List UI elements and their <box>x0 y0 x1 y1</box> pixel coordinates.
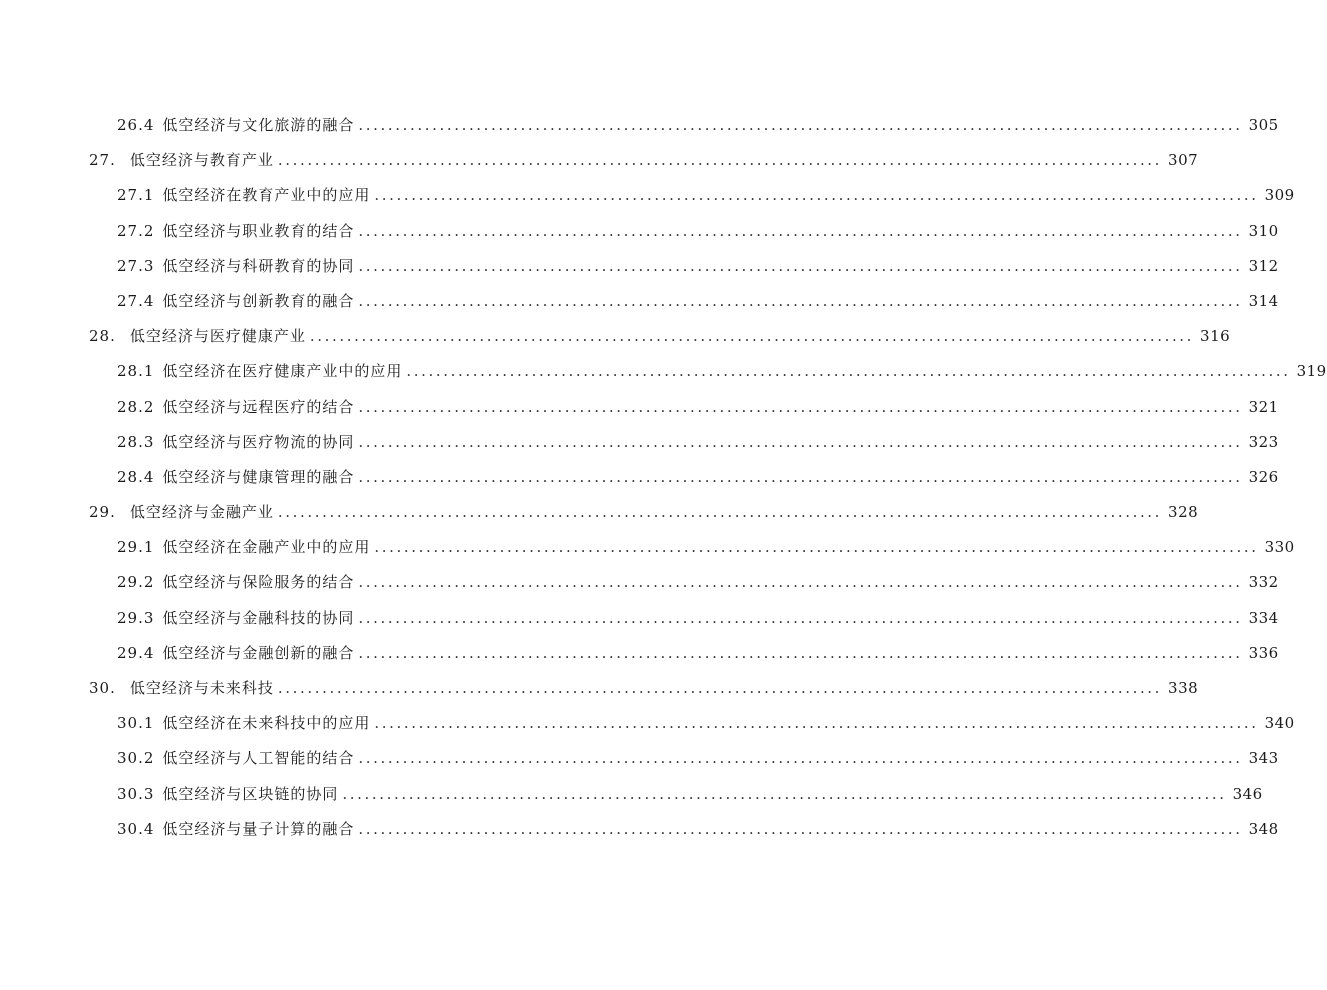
toc-dot-leader: ........................................................................................................................ <box>277 679 1163 697</box>
toc-entry-number: 28.2 <box>117 397 155 416</box>
toc-entry-content <box>117 390 1279 425</box>
toc-entry-number: 29.2 <box>117 573 155 592</box>
toc-entry-number: 27.4 <box>117 291 155 310</box>
toc-entry-number: 29. <box>89 503 116 522</box>
toc-entry-content <box>89 319 1231 354</box>
toc-entry-content <box>117 812 1279 847</box>
toc-page-number: 323 <box>1248 432 1279 451</box>
toc-entry-title: 低空经济与金融创新的融合 <box>162 643 355 662</box>
toc-page-number: 307 <box>1168 151 1199 170</box>
toc-page-number: 314 <box>1248 291 1279 310</box>
toc-entry-number: 29.1 <box>117 538 155 557</box>
toc-entry-title: 低空经济与人工智能的结合 <box>162 749 355 768</box>
toc-page-number: 330 <box>1264 538 1295 557</box>
toc-dot-leader: ........................................................................................................................ <box>277 503 1163 522</box>
toc-entry-number: 29.3 <box>117 608 155 627</box>
toc-page-number: 316 <box>1200 327 1231 346</box>
toc-entry-title: 低空经济与创新教育的融合 <box>162 291 355 310</box>
toc-entry-title: 低空经济与医疗物流的协同 <box>162 432 355 451</box>
toc-entry-content <box>117 636 1279 671</box>
toc-section-entry[interactable] <box>0 390 1279 425</box>
toc-page-number: 338 <box>1168 679 1199 697</box>
toc-dot-leader: ........................................................................................................................ <box>374 186 1259 205</box>
toc-entry-content <box>117 284 1279 319</box>
toc-entry-content <box>117 178 1295 213</box>
toc-entry-number: 30.2 <box>117 749 155 768</box>
table-of-contents <box>0 108 1327 847</box>
toc-entry-number: 29.4 <box>117 643 155 662</box>
toc-entry-content <box>117 777 1263 812</box>
toc-entry-content <box>117 108 1279 143</box>
toc-page-number: 319 <box>1296 362 1327 381</box>
toc-dot-leader: ........................................................................................................................ <box>358 749 1243 768</box>
toc-dot-leader: ........................................................................................................................ <box>358 467 1243 486</box>
toc-entry-title: 低空经济与教育产业 <box>129 151 274 170</box>
toc-entry-number: 28.4 <box>117 467 155 486</box>
toc-section-entry[interactable] <box>0 812 1279 847</box>
toc-entry-title: 低空经济在教育产业中的应用 <box>162 186 371 205</box>
toc-page-number: 310 <box>1248 221 1279 240</box>
toc-entry-content <box>117 706 1295 741</box>
toc-entry-number: 27.2 <box>117 221 155 240</box>
toc-section-entry[interactable] <box>0 354 1327 389</box>
toc-section-entry[interactable] <box>0 636 1279 671</box>
toc-dot-leader: ........................................................................................................................ <box>358 432 1243 451</box>
toc-section-entry[interactable] <box>0 601 1279 636</box>
toc-section-entry[interactable] <box>0 777 1263 812</box>
toc-entry-title: 低空经济在医疗健康产业中的应用 <box>162 362 403 381</box>
toc-entry-content <box>89 143 1199 178</box>
toc-section-entry[interactable] <box>0 565 1279 600</box>
toc-entry-title: 低空经济与区块链的协同 <box>162 784 339 803</box>
toc-dot-leader: ........................................................................................................................ <box>358 608 1243 627</box>
toc-dot-leader: ........................................................................................................................ <box>358 116 1243 134</box>
toc-section-entry[interactable] <box>0 460 1279 495</box>
toc-section-entry[interactable] <box>0 284 1279 319</box>
toc-dot-leader: ........................................................................................................................ <box>358 291 1243 310</box>
toc-entry-number: 30. <box>89 679 116 697</box>
toc-page-number: 321 <box>1248 397 1279 416</box>
toc-section-entry[interactable] <box>0 178 1295 213</box>
toc-page-number: 346 <box>1232 784 1263 803</box>
toc-page-number: 328 <box>1168 503 1199 522</box>
toc-dot-leader: ........................................................................................................................ <box>374 714 1259 733</box>
toc-section-entry[interactable] <box>0 108 1279 143</box>
toc-entry-title: 低空经济与职业教育的结合 <box>162 221 355 240</box>
toc-entry-content <box>117 249 1279 284</box>
toc-entry-content <box>117 354 1327 389</box>
toc-entry-content <box>117 460 1279 495</box>
toc-section-entry[interactable] <box>0 706 1295 741</box>
toc-entry-number: 28.3 <box>117 432 155 451</box>
toc-chapter-entry[interactable] <box>0 671 1199 706</box>
toc-entry-content <box>117 214 1279 249</box>
toc-page-number: 326 <box>1248 467 1279 486</box>
toc-page-number: 312 <box>1248 256 1279 275</box>
toc-dot-leader: ........................................................................................................................ <box>342 784 1227 803</box>
toc-section-entry[interactable] <box>0 741 1279 776</box>
toc-entry-title: 低空经济在未来科技中的应用 <box>162 714 371 733</box>
toc-entry-title: 低空经济与金融产业 <box>129 503 274 522</box>
toc-page-number: 332 <box>1248 573 1279 592</box>
toc-entry-title: 低空经济与文化旅游的融合 <box>162 116 355 134</box>
toc-chapter-entry[interactable] <box>0 495 1199 530</box>
toc-entry-title: 低空经济与未来科技 <box>129 679 274 697</box>
toc-dot-leader: ........................................................................................................................ <box>374 538 1259 557</box>
toc-entry-content <box>117 530 1295 565</box>
toc-entry-title: 低空经济与医疗健康产业 <box>129 327 306 346</box>
toc-page-number: 348 <box>1248 819 1279 838</box>
toc-chapter-entry[interactable] <box>0 143 1199 178</box>
toc-dot-leader: ........................................................................................................................ <box>358 643 1243 662</box>
toc-dot-leader: ........................................................................................................................ <box>309 327 1195 346</box>
toc-entry-number: 27.3 <box>117 256 155 275</box>
toc-entry-content <box>117 565 1279 600</box>
toc-entry-content <box>89 671 1199 706</box>
toc-dot-leader: ........................................................................................................................ <box>358 256 1243 275</box>
toc-section-entry[interactable] <box>0 425 1279 460</box>
toc-page-number: 336 <box>1248 643 1279 662</box>
toc-page-number: 305 <box>1248 116 1279 134</box>
toc-page-number: 334 <box>1248 608 1279 627</box>
toc-page-number: 309 <box>1264 186 1295 205</box>
toc-dot-leader: ........................................................................................................................ <box>277 151 1163 170</box>
toc-entry-title: 低空经济与金融科技的协同 <box>162 608 355 627</box>
toc-entry-number: 27. <box>89 151 116 170</box>
toc-entry-title: 低空经济在金融产业中的应用 <box>162 538 371 557</box>
toc-dot-leader: ........................................................................................................................ <box>358 221 1243 240</box>
toc-chapter-entry[interactable] <box>0 319 1231 354</box>
toc-entry-content <box>89 495 1199 530</box>
toc-entry-title: 低空经济与远程医疗的结合 <box>162 397 355 416</box>
toc-dot-leader: ........................................................................................................................ <box>358 819 1243 838</box>
toc-section-entry[interactable] <box>0 249 1279 284</box>
toc-entry-number: 30.1 <box>117 714 155 733</box>
toc-page-number: 340 <box>1264 714 1295 733</box>
toc-entry-title: 低空经济与量子计算的融合 <box>162 819 355 838</box>
toc-page-number: 343 <box>1248 749 1279 768</box>
toc-entry-number: 28.1 <box>117 362 155 381</box>
toc-section-entry[interactable] <box>0 214 1279 249</box>
toc-entry-content <box>117 425 1279 460</box>
toc-entry-title: 低空经济与健康管理的融合 <box>162 467 355 486</box>
toc-entry-number: 30.4 <box>117 819 155 838</box>
toc-entry-number: 28. <box>89 327 116 346</box>
toc-entry-number: 27.1 <box>117 186 155 205</box>
toc-entry-content <box>117 741 1279 776</box>
toc-dot-leader: ........................................................................................................................ <box>358 397 1243 416</box>
toc-dot-leader: ........................................................................................................................ <box>358 573 1243 592</box>
toc-entry-content <box>117 601 1279 636</box>
toc-dot-leader: ........................................................................................................................ <box>406 362 1291 381</box>
toc-entry-title: 低空经济与保险服务的结合 <box>162 573 355 592</box>
toc-entry-title: 低空经济与科研教育的协同 <box>162 256 355 275</box>
toc-entry-number: 30.3 <box>117 784 155 803</box>
toc-entry-number: 26.4 <box>117 116 155 134</box>
toc-section-entry[interactable] <box>0 530 1295 565</box>
